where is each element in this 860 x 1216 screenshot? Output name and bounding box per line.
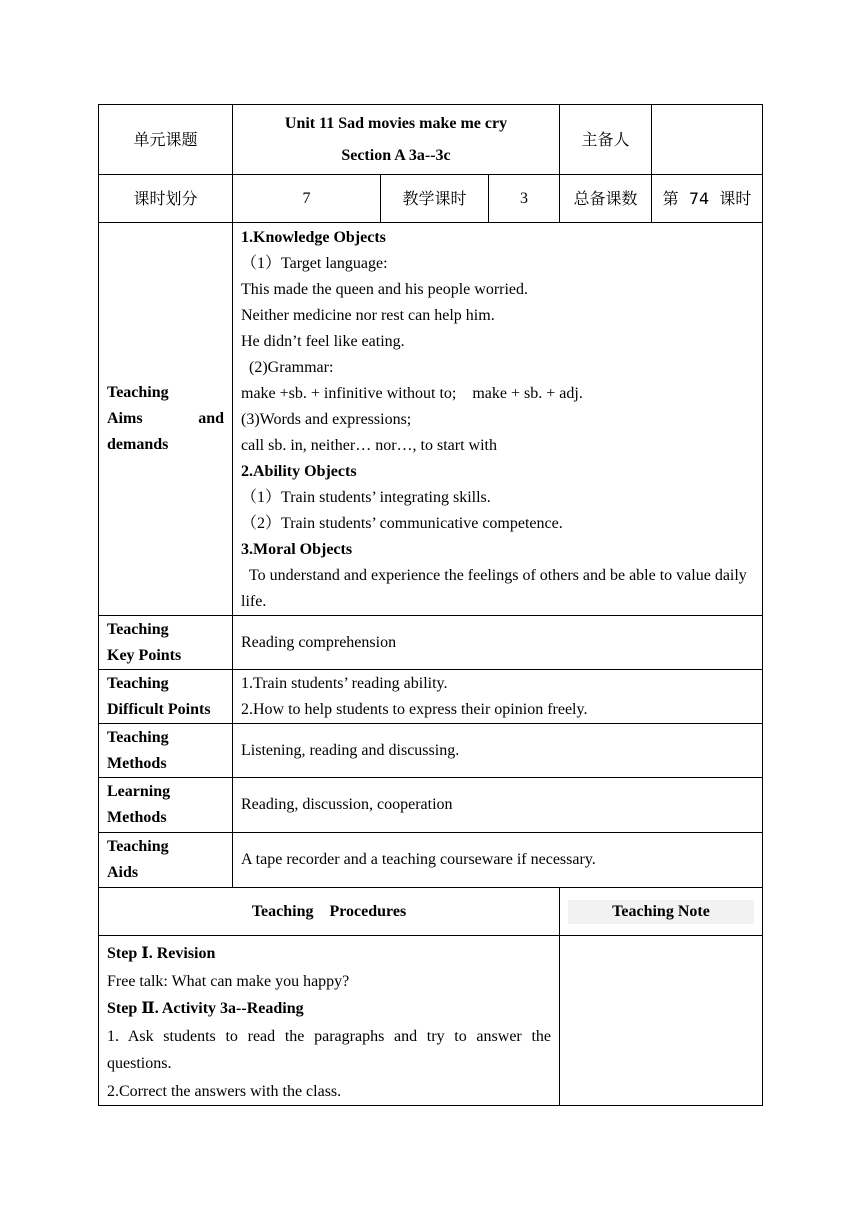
aims-label — [99, 223, 233, 616]
difficult-points-content — [233, 670, 763, 724]
aims-line: He didn’t feel like eating. — [241, 333, 405, 350]
teaching-methods-content — [233, 724, 763, 778]
content-line: 1.Train students’ reading ability. — [241, 674, 448, 692]
step2-item2: 2.Correct the answers with the class. — [107, 1082, 342, 1100]
learning-methods-content — [233, 778, 763, 833]
aims-line: （2）Train students’ communicative competence. — [241, 515, 563, 532]
key-points-content — [233, 616, 763, 670]
teaching-aids-content — [233, 833, 763, 888]
label-line: Key Points — [107, 646, 182, 664]
aims-line: (2)Grammar: — [241, 359, 334, 376]
aims-label-line3: demands — [107, 436, 169, 453]
class-hour-label: 教学课时 — [381, 175, 489, 223]
teaching-note-body — [560, 936, 763, 1106]
step2-title: Step Ⅱ. Activity 3a--Reading — [107, 1000, 304, 1017]
aims-line: 2.Ability Objects — [241, 463, 357, 480]
label-line: Teaching — [107, 674, 169, 692]
step1-text: Free talk: What can make you happy? — [107, 972, 350, 990]
aims-line: （1）Target language: — [241, 255, 388, 272]
unit-title — [233, 105, 560, 175]
label-line: Teaching — [107, 728, 169, 746]
content-line: Reading comprehension — [241, 633, 397, 651]
teaching-note-header-cell — [560, 888, 763, 936]
aims-content — [233, 223, 763, 616]
period-value: 7 — [233, 175, 381, 223]
unit-label: 单元课题 — [99, 105, 233, 175]
aims-line: 1.Knowledge Objects — [241, 229, 386, 246]
label-line: Difficult Points — [107, 700, 211, 718]
unit-title-line1: Unit 11 Sad movies make me cry — [284, 114, 508, 132]
aims-line: call sb. in, neither… nor…, to start with — [241, 437, 497, 454]
aims-line: (3)Words and expressions; — [241, 411, 412, 428]
content-line: A tape recorder and a teaching courseware if necessary. — [241, 851, 596, 868]
aims-label-word-a: Aims — [107, 410, 143, 427]
key-points-label — [99, 616, 233, 670]
content-line: Reading, discussion, cooperation — [241, 796, 453, 813]
lesson-plan-table — [98, 104, 763, 1106]
aims-line: 3.Moral Objects — [241, 541, 353, 558]
aims-line: This made the queen and his people worried. — [241, 281, 529, 298]
difficult-points-label — [99, 670, 233, 724]
teaching-aids-label — [99, 833, 233, 888]
label-line: Aids — [107, 864, 139, 881]
label-line: Learning — [107, 783, 171, 800]
preparer-value — [652, 105, 763, 175]
content-line: Listening, reading and discussing. — [241, 741, 460, 759]
aims-label-line2 — [107, 406, 224, 432]
step2-item1: 1. Ask students to read the paragraphs and try to answer the questions. — [107, 1027, 551, 1072]
label-line: Methods — [107, 809, 167, 826]
aims-line: Neither medicine nor rest can help him. — [241, 307, 495, 324]
aims-label-word-b: and — [198, 410, 224, 427]
aims-label-line1: Teaching — [107, 384, 169, 401]
label-line: Teaching — [107, 838, 169, 855]
content-line: 2.How to help students to express their opinion freely. — [241, 700, 588, 718]
total-label: 总备课数 — [560, 175, 652, 223]
class-hour-value: 3 — [489, 175, 560, 223]
total-value: 第 74 课时 — [652, 175, 763, 223]
teaching-note-header: Teaching Note — [568, 900, 754, 924]
unit-title-line2: Section A 3a--3c — [341, 146, 451, 164]
aims-line: （1）Train students’ integrating skills. — [241, 489, 491, 506]
aims-line: To understand and experience the feelings of others and be able to value daily life. — [241, 567, 751, 610]
step1-title: Step Ⅰ. Revision — [107, 945, 216, 962]
procedures-body — [99, 936, 560, 1106]
learning-methods-label — [99, 778, 233, 833]
label-line: Methods — [107, 754, 167, 772]
period-label: 课时划分 — [99, 175, 233, 223]
procedures-header: Teaching Procedures — [99, 888, 560, 936]
aims-line: make +sb. + infinitive without to; make + sb. + adj. — [241, 385, 583, 402]
teaching-methods-label — [99, 724, 233, 778]
preparer-label: 主备人 — [560, 105, 652, 175]
label-line: Teaching — [107, 620, 169, 638]
